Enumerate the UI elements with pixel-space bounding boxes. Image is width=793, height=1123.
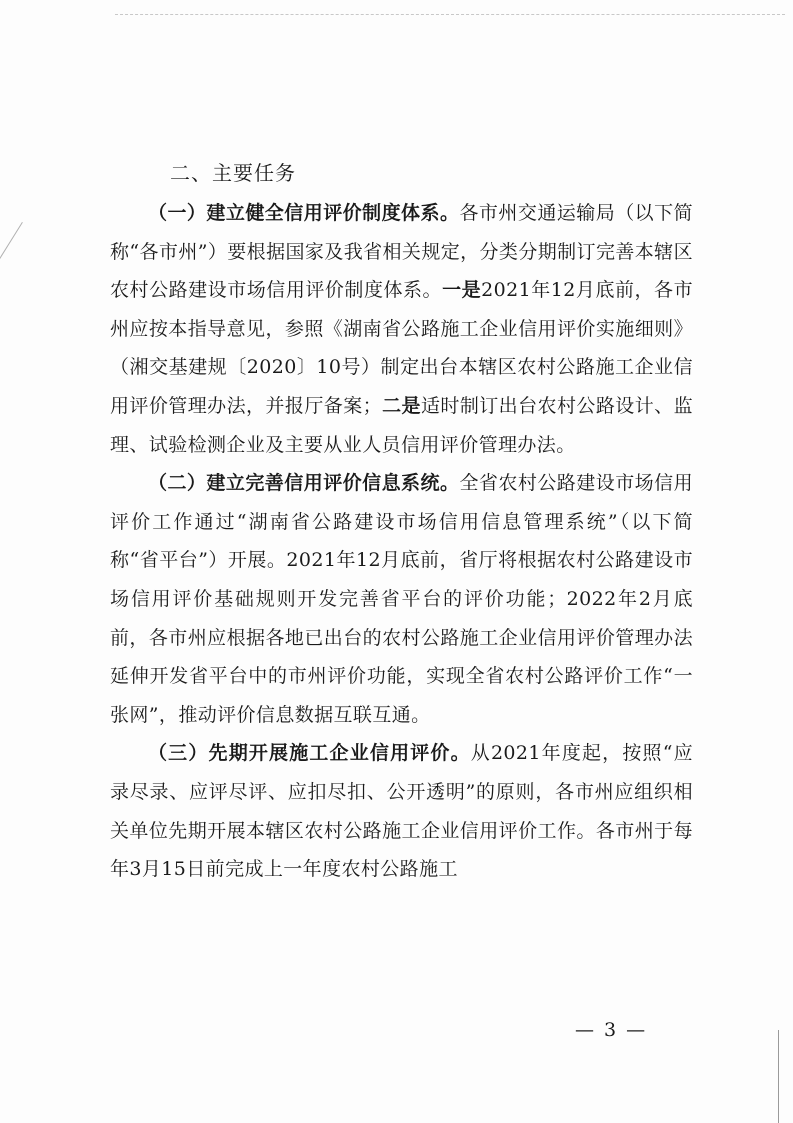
paragraph-2-lead: （二）建立完善信用评价信息系统。 [148, 472, 460, 495]
paragraph-3-body: 从2021年度起，按照“应录尽录、应评尽评、应扣尽扣、公开透明”的原则，各市州应组织相关单位先期开展本辖区农村公路施工企业信用评价工作。各市州于每年3月15日前完成上一年度农村公路施工 [110, 742, 693, 881]
scan-artifact-streak [0, 222, 23, 290]
scan-artifact-top [115, 14, 785, 15]
paragraph-2-body: 全省农村公路建设市场信用评价工作通过“湖南省公路建设市场信用信息管理系统”（以下简称“省平台”）开展。2021年12月底前，省厅将根据农村公路建设市场信用评价基础规则开发完善省平台的评价功能；2022年2月底前，各市州应根据各地已出台的农村公路施工企业信用评价管理办法延伸开发省平台中的市州评价功能，实现全省农村公路评价工作“一张网”，推动评价信息数据互联互通。 [110, 472, 693, 726]
page-number: — 3 — [575, 1019, 648, 1041]
paragraph-1-part1-label: 一是 [442, 279, 482, 302]
paragraph-1-body: 各市州交通运输局（以下简称“各市州”）要根据国家及我省相关规定，分类分期制订完善本辖区农村公路建设市场信用评价制度体系。 [110, 202, 693, 302]
paragraph-1-part2-label: 二是 [382, 394, 421, 417]
scan-artifact-edge [778, 1030, 779, 1123]
paragraph-2 [110, 464, 693, 734]
paragraph-3 [110, 734, 693, 888]
paragraph-3-lead: （三）先期开展施工企业信用评价。 [148, 742, 471, 765]
paragraph-1-part2: 适时制订出台农村公路设计、监理、试验检测企业及主要从业人员信用评价管理办法。 [110, 394, 693, 456]
paragraph-1-part1: 2021年12月底前，各市州应按本指导意见，参照《湖南省公路施工企业信用评价实施细则》（湘交基建规〔2020〕10号）制定出台本辖区农村公路施工企业信用评价管理办法，并报厅备案； [110, 279, 693, 417]
document-body [110, 158, 693, 889]
paragraph-1-lead: （一）建立健全信用评价制度体系。 [148, 202, 460, 224]
paragraph-1 [110, 194, 693, 464]
section-heading: 二、主要任务 [170, 161, 296, 185]
